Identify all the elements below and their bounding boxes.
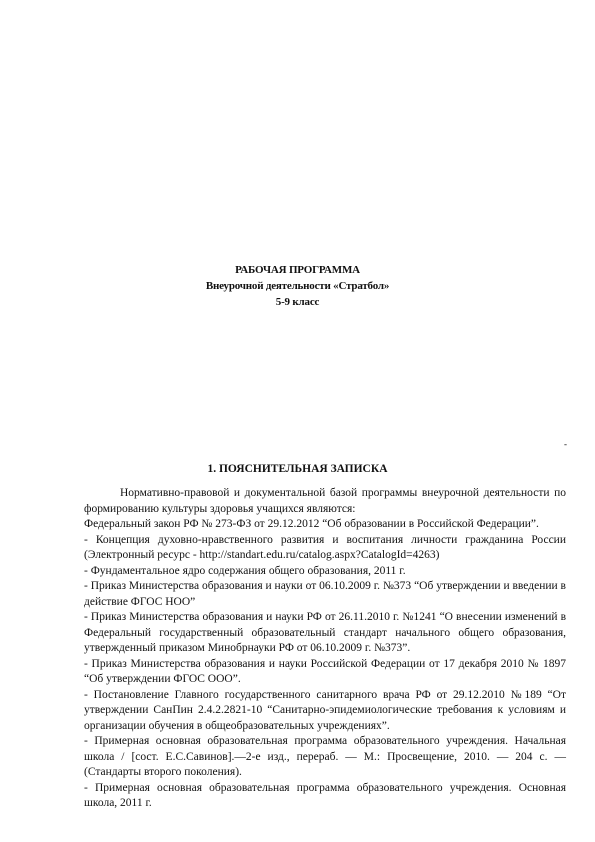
- list-item: - Концепция духовно-нравственного развития и воспитания личности гражданина России (Электронный ресурс - http://standart.edu.ru/catalog.aspx?CatalogId=4263): [84, 533, 566, 561]
- corner-mark: -: [564, 439, 567, 449]
- list-item: - Приказ Министерства образования и науки РФ от 26.11.2010 г. №1241 “О внесении изменений в Федеральный государственный образовательный стандарт начального общего образования, утвержденный приказом Минобрнауки РФ от 06.10.2009 г. №373”.: [84, 611, 566, 654]
- document-title-block: [0, 262, 595, 310]
- document-subtitle: Внеурочной деятельности «Стратбол»: [205, 280, 390, 292]
- list-item: - Приказ Министерства образования и науки Российской Федерации от 17 декабря 2010 № 1897 “Об утверждении ФГОС ООО”.: [84, 657, 566, 685]
- section-heading: 1. ПОЯСНИТЕЛЬНАЯ ЗАПИСКА: [207, 463, 388, 475]
- list-item: - Фундаментальное ядро содержания общего образования, 2011 г.: [84, 564, 406, 577]
- list-item: - Примерная основная образовательная программа образовательного учреждения. Основная школа, 2011 г.: [84, 781, 566, 809]
- list-item: - Примерная основная образовательная программа образовательного учреждения. Начальная школа / [сост. Е.С.Савинов].—2-е изд., перераб. — М.: Просвещение, 2010. — 204 с. — (Стандарты второго поколения).: [84, 735, 566, 778]
- document-grade: 5-9 класс: [275, 296, 320, 308]
- intro-paragraph: Нормативно-правовой и документальной базой программы внеурочной деятельности по формированию культуры здоровья учащихся являются:: [84, 487, 566, 515]
- list-item: - Постановление Главного государственного санитарного врача РФ от 29.12.2010 №189 “От утверждении СанПин 2.4.2.2821-10 “Санитарно-эпидемиологические требования к условиям и организации обучения в общеобразовательных учреждениях”.: [84, 688, 566, 732]
- document-title: РАБОЧАЯ ПРОГРАММА: [235, 264, 360, 276]
- section-body: [84, 486, 566, 812]
- list-item: Федеральный закон РФ № 273-ФЗ от 29.12.2012 “Об образовании в Российской Федерации”.: [84, 518, 539, 530]
- list-item: - Приказ Министерства образования и науки от 06.10.2009 г. №373 “Об утверждении и введении в действие ФГОС НОО”: [84, 580, 566, 608]
